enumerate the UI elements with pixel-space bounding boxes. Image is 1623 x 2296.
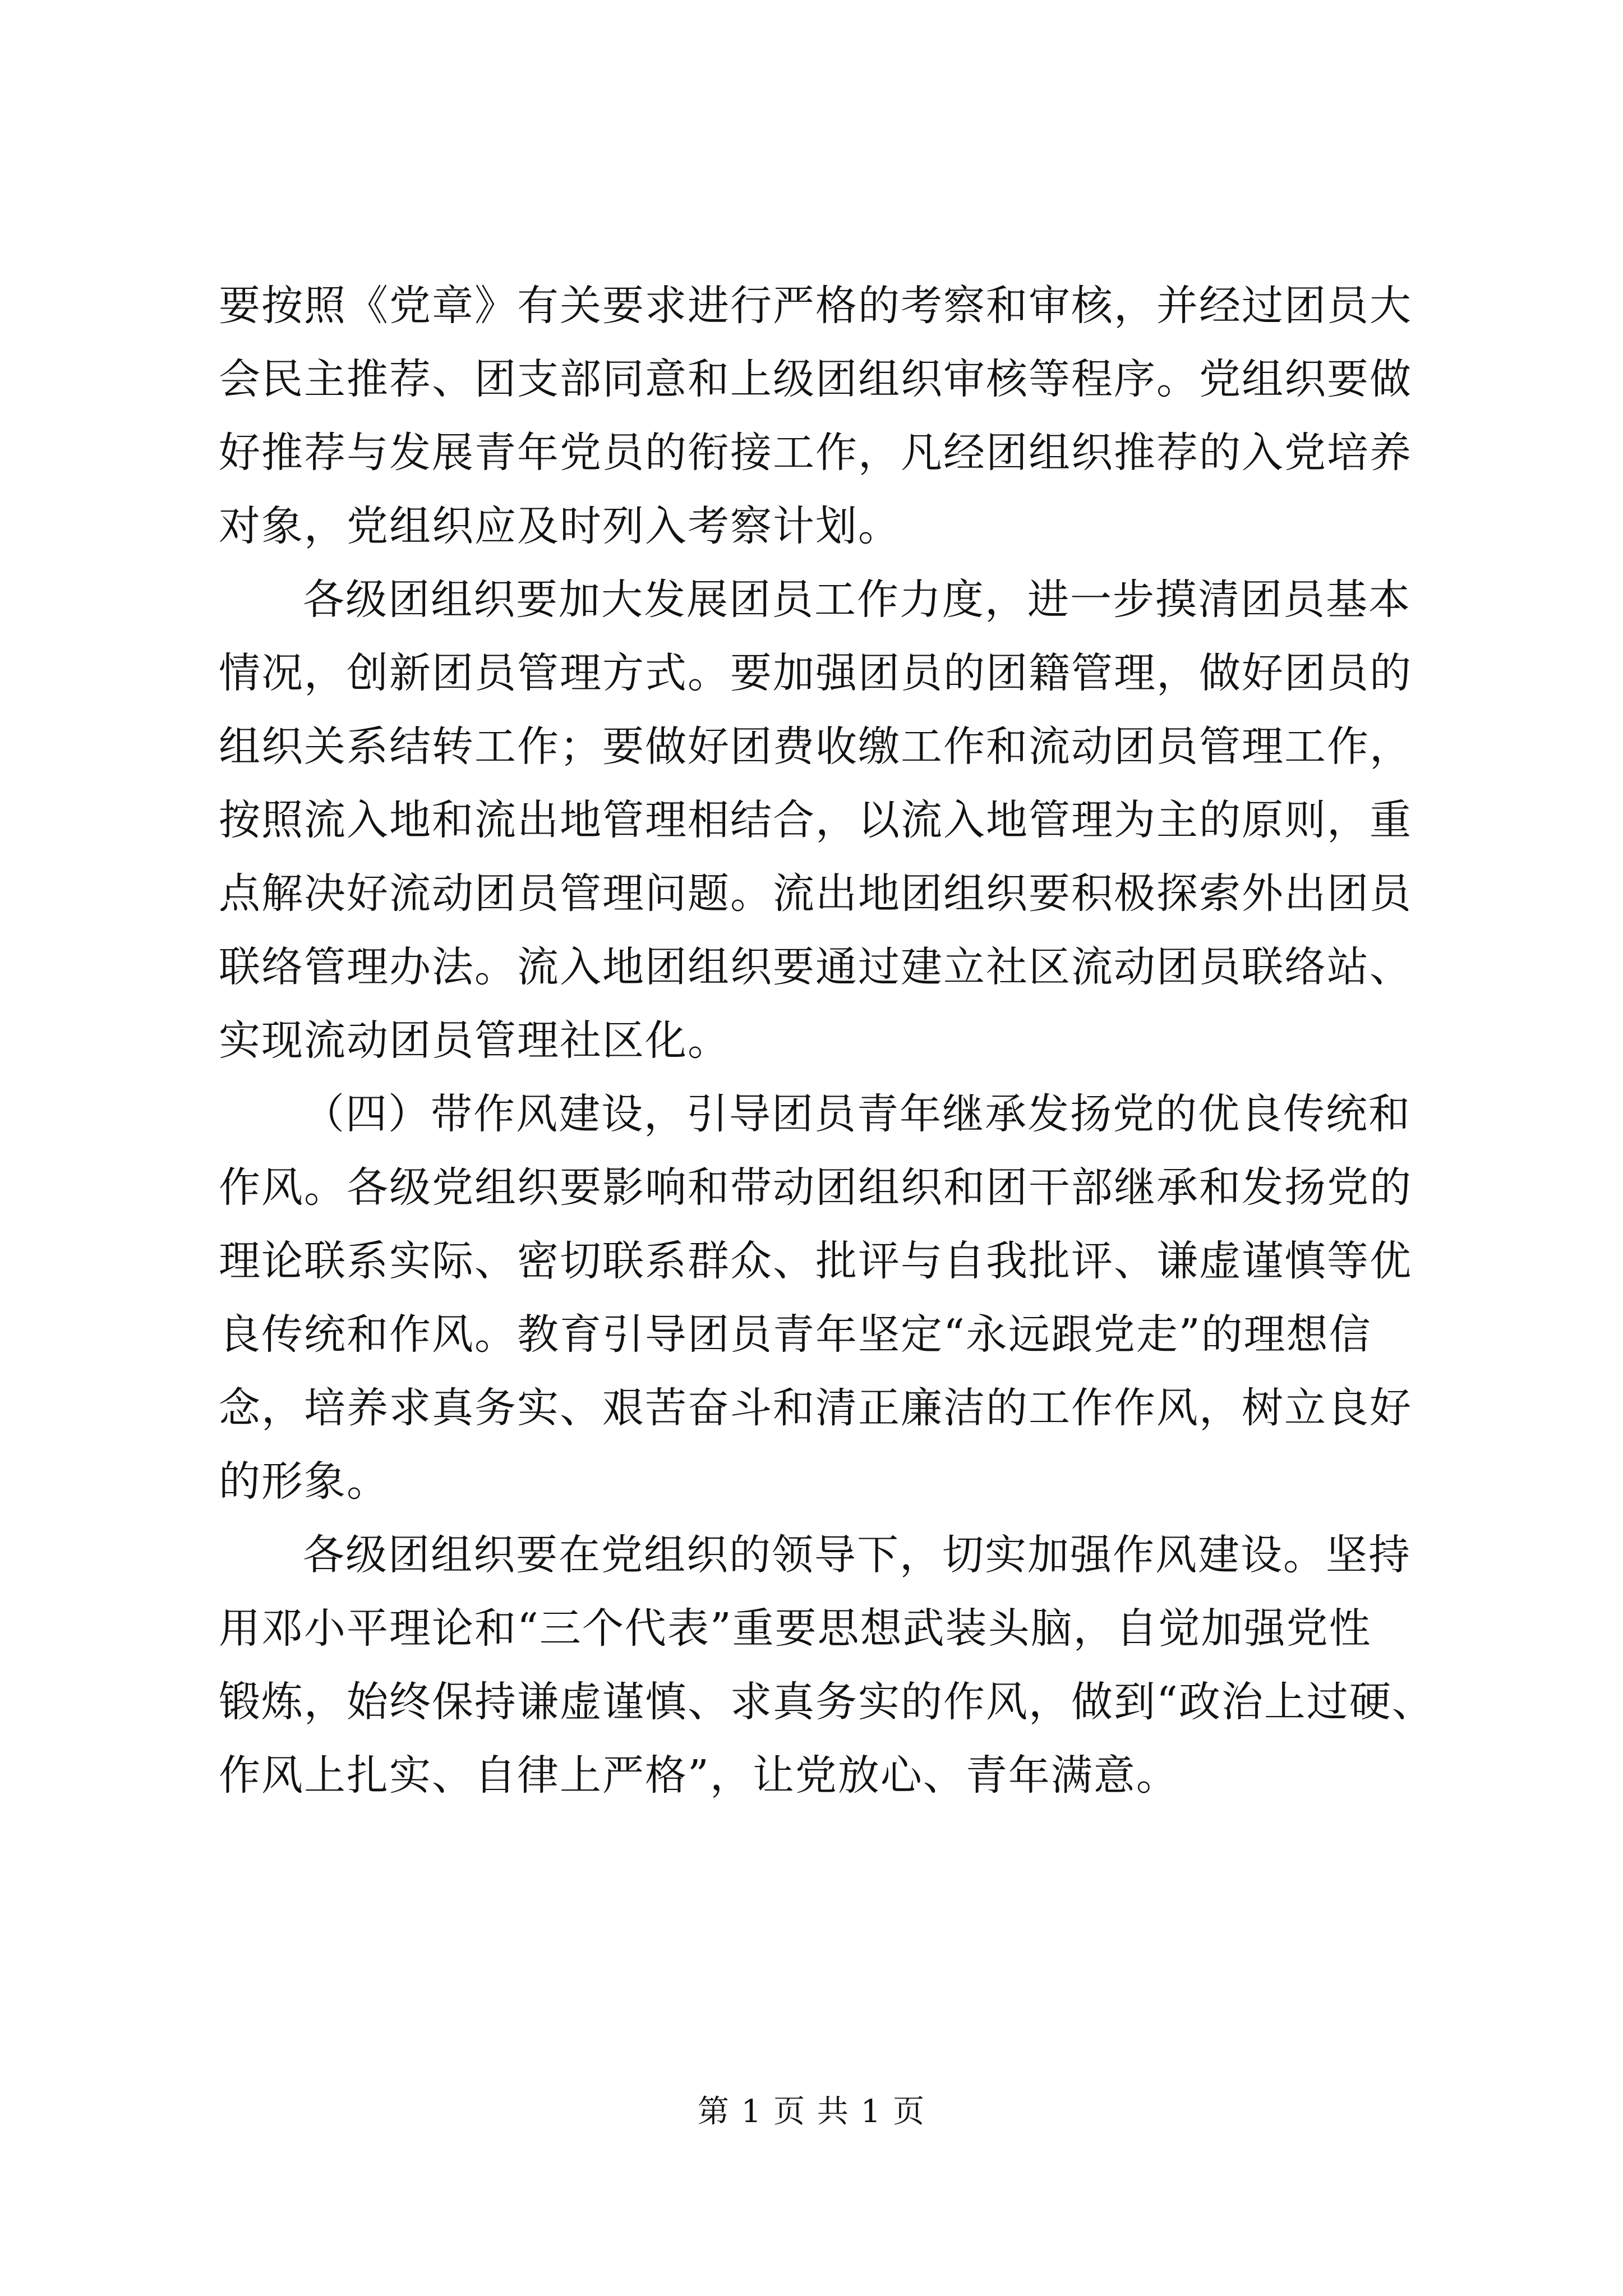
text-line: 按照流入地和流出地管理相结合，以流入地管理为主的原则，重 — [219, 796, 1412, 844]
text-line: （四）带作风建设，引导团员青年继承发扬党的优良传统和 — [303, 1090, 1411, 1138]
text-line: 好推荐与发展青年党员的衔接工作，凡经团组织推荐的入党培养 — [219, 429, 1412, 477]
text-line: 点解决好流动团员管理问题。流出地团组织要积极探索外出团员 — [219, 869, 1412, 918]
text-line: 理论联系实际、密切联系群众、批评与自我批评、谦虚谨慎等优 — [219, 1237, 1412, 1285]
text-line: 实现流动团员管理社区化。 — [219, 1016, 730, 1065]
text-line: 联络管理办法。流入地团组织要通过建立社区流动团员联络站、 — [219, 943, 1412, 991]
text-line: 各级团组织要在党组织的领导下，切实加强作风建设。坚持 — [303, 1531, 1411, 1579]
text-line: 念，培养求真务实、艰苦奋斗和清正廉洁的工作作风，树立良好 — [219, 1384, 1412, 1432]
text-line: 锻炼，始终保持谦虚谨慎、求真务实的作风，做到“政治上过硬、 — [219, 1678, 1435, 1726]
text-line: 组织关系结转工作；要做好团费收缴工作和流动团员管理工作， — [219, 723, 1412, 771]
page-number-footer: 第 1 页 共 1 页 — [697, 2093, 926, 2130]
text-line: 良传统和作风。教育引导团员青年坚定“永远跟党走”的理想信 — [219, 1310, 1372, 1359]
text-line: 作风。各级党组织要影响和带动团组织和团干部继承和发扬党的 — [219, 1163, 1412, 1212]
text-line: 用邓小平理论和“三个代表”重要思想武装头脑，自觉加强党性 — [219, 1604, 1372, 1653]
text-line: 作风上扎实、自律上严格”，让党放心、青年满意。 — [219, 1751, 1179, 1800]
text-line: 各级团组织要加大发展团员工作力度，进一步摸清团员基本 — [303, 576, 1411, 624]
text-line: 会民主推荐、团支部同意和上级团组织审核等程序。党组织要做 — [219, 355, 1412, 403]
text-line: 要按照《党章》有关要求进行严格的考察和审核，并经过团员大 — [219, 282, 1412, 330]
text-line: 对象，党组织应及时列入考察计划。 — [219, 502, 901, 550]
text-line: 的形象。 — [219, 1457, 389, 1506]
text-line: 情况，创新团员管理方式。要加强团员的团籍管理，做好团员的 — [219, 649, 1412, 697]
